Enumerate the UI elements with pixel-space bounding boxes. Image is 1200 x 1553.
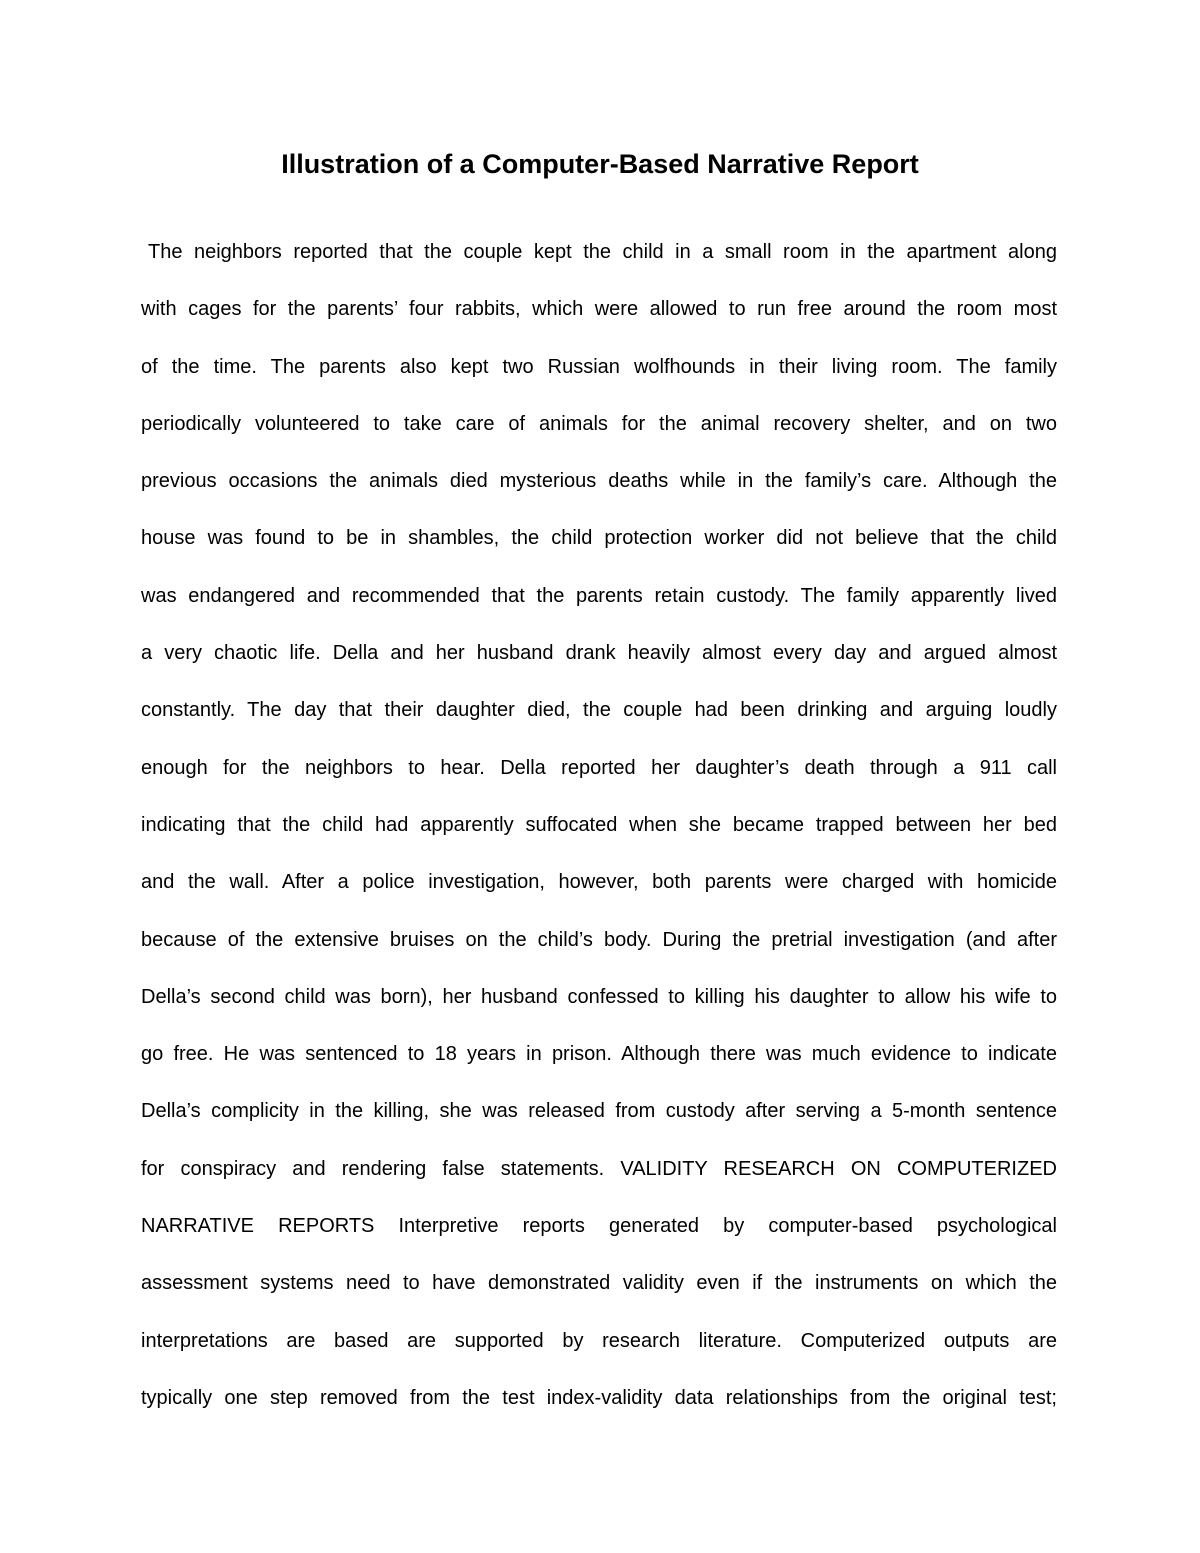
body-line: NARRATIVE REPORTS Interpretive reports generated by computer-based psychological [141,1215,1057,1238]
body-line: The neighbors reported that the couple kept the child in a small room in the apartment along [148,241,1057,263]
body-line: Della’s second child was born), her husband confessed to killing his daughter to allow his wife to [141,985,1057,1008]
document-title: Illustration of a Computer-Based Narrative Report [281,149,919,179]
body-line: go free. He was sentenced to 18 years in prison. Although there was much evidence to indicate [141,1043,1057,1066]
body-line: because of the extensive bruises on the child’s body. During the pretrial investigation (and after [141,928,1057,951]
body-line: indicating that the child had apparently suffocated when she became trapped between her bed [141,813,1057,836]
body-line: with cages for the parents’ four rabbits, which were allowed to run free around the room most [141,298,1057,321]
body-line: Della’s complicity in the killing, she was released from custody after serving a 5-month sentence [141,1100,1057,1123]
body-line: enough for the neighbors to hear. Della reported her daughter’s death through a 911 call [141,756,1057,779]
body-line: was endangered and recommended that the parents retain custody. The family apparently lived [141,584,1057,607]
body-line: typically one step removed from the test index-validity data relationships from the original test; [141,1386,1057,1409]
body-line: and the wall. After a police investigation, however, both parents were charged with homicide [141,871,1057,894]
body-line: a very chaotic life. Della and her husband drank heavily almost every day and argued almost [141,642,1057,665]
body-line: periodically volunteered to take care of animals for the animal recovery shelter, and on two [141,412,1057,435]
body-line: constantly. The day that their daughter died, the couple had been drinking and arguing loudly [141,699,1057,722]
body-line: for conspiracy and rendering false statements. VALIDITY RESEARCH ON COMPUTERIZED [141,1157,1057,1180]
body-line: house was found to be in shambles, the child protection worker did not believe that the child [141,527,1057,550]
body-line: previous occasions the animals died mysterious deaths while in the family’s care. Although the [141,470,1057,493]
document-body [141,234,1057,1437]
body-line: assessment systems need to have demonstrated validity even if the instruments on which the [141,1272,1057,1295]
body-line: interpretations are based are supported by research literature. Computerized outputs are [141,1329,1057,1352]
body-line: of the time. The parents also kept two Russian wolfhounds in their living room. The family [141,355,1057,378]
